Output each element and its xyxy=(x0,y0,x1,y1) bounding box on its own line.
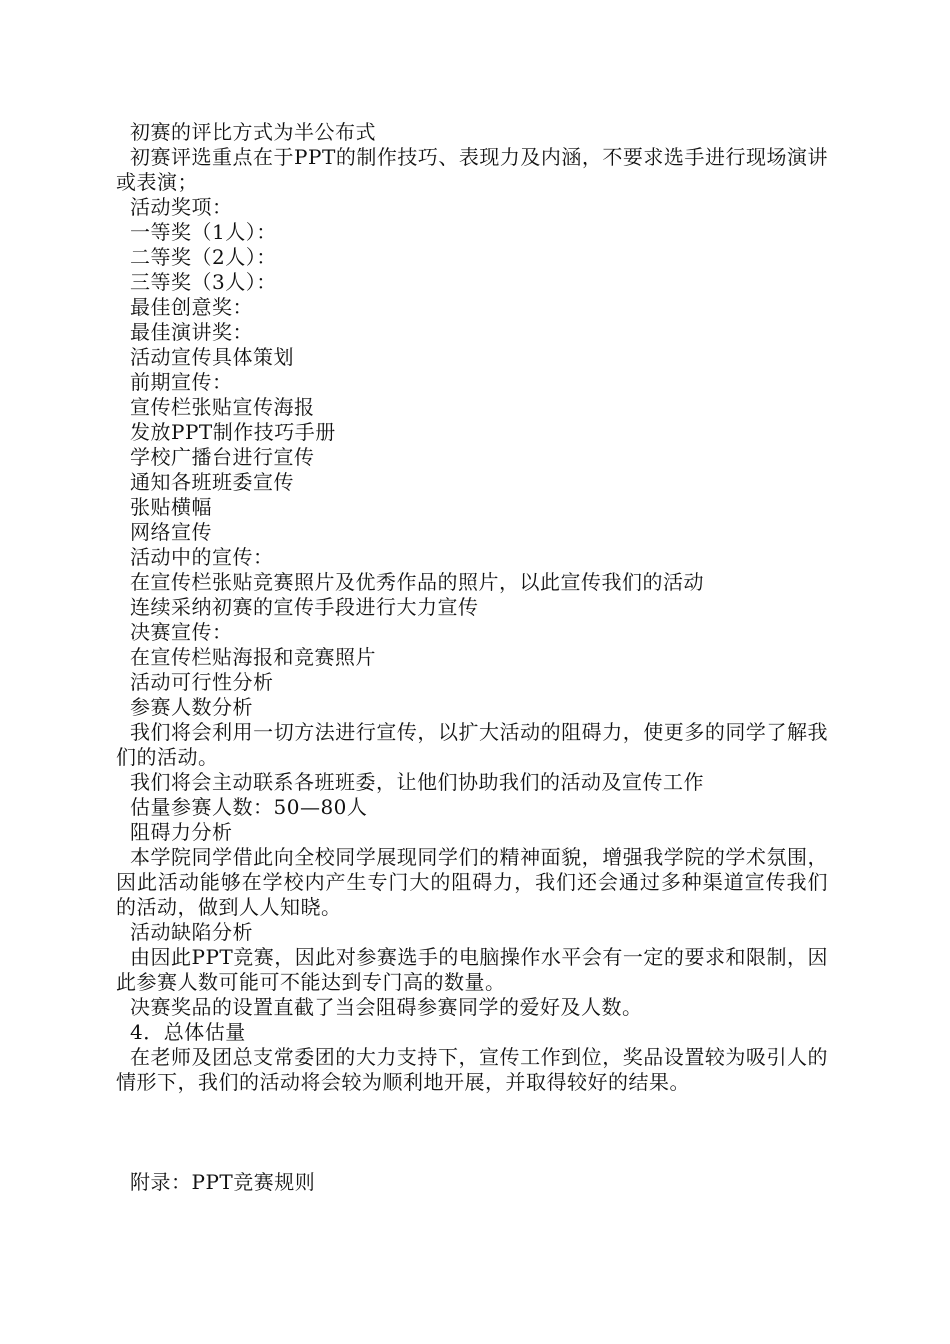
paragraph: 发放PPT制作技巧手册 xyxy=(130,420,336,444)
paragraph: 我们将会利用一切方法进行宣传，以扩大活动的阻碍力，使更多的同学了解我们的活动。 xyxy=(116,720,828,769)
section-heading: 4．总体估量 xyxy=(130,1020,246,1044)
appendix-heading: 附录：PPT竞赛规则 xyxy=(130,1170,316,1194)
paragraph: 阻碍力分析 xyxy=(130,820,233,844)
paragraph: 网络宣传 xyxy=(130,520,212,544)
paragraph: 学校广播台进行宣传 xyxy=(130,445,315,469)
paragraph: 连续采纳初赛的宣传手段进行大力宣传 xyxy=(130,595,479,619)
paragraph: 在老师及团总支常委团的大力支持下，宣传工作到位，奖品设置较为吸引人的情形下，我们的活动将会较为顺利地开展，并取得较好的结果。 xyxy=(116,1045,828,1094)
paragraph: 参赛人数分析 xyxy=(130,695,253,719)
paragraph: 决赛奖品的设置直截了当会阻碍参赛同学的爱好及人数。 xyxy=(130,995,643,1019)
paragraph: 本学院同学借此向全校同学展现同学们的精神面貌，增强我学院的学术氛围，因此活动能够在学校内产生专门大的阻碍力，我们还会通过多种渠道宣传我们的活动，做到人人知晓。 xyxy=(116,845,828,919)
paragraph: 在宣传栏张贴竞赛照片及优秀作品的照片，以此宣传我们的活动 xyxy=(130,570,704,594)
paragraph: 张贴横幅 xyxy=(130,495,212,519)
paragraph: 活动缺陷分析 xyxy=(130,920,253,944)
paragraph: 活动中的宣传： xyxy=(130,545,274,569)
paragraph: 我们将会主动联系各班班委，让他们协助我们的活动及宣传工作 xyxy=(130,770,704,794)
blank-space xyxy=(116,1095,828,1170)
paragraph: 二等奖（2人）： xyxy=(130,245,277,269)
paragraph: 在宣传栏贴海报和竞赛照片 xyxy=(130,645,376,669)
section-heading: 活动宣传具体策划 xyxy=(130,345,294,369)
paragraph: 由因此PPT竞赛，因此对参赛选手的电脑操作水平会有一定的要求和限制，因此参赛人数可能可不能达到专门高的数量。 xyxy=(116,945,828,994)
paragraph: 三等奖（3人）： xyxy=(130,270,277,294)
paragraph: 前期宣传： xyxy=(130,370,233,394)
paragraph: 估量参赛人数：50—80人 xyxy=(130,795,368,819)
paragraph: 决赛宣传： xyxy=(130,620,233,644)
paragraph: 最佳创意奖： xyxy=(130,295,253,319)
paragraph: 最佳演讲奖： xyxy=(130,320,253,344)
paragraph: 通知各班班委宣传 xyxy=(130,470,294,494)
paragraph: 初赛评选重点在于PPT的制作技巧、表现力及内涵，不要求选手进行现场演讲或表演； xyxy=(116,145,828,194)
paragraph: 宣传栏张贴宣传海报 xyxy=(130,395,315,419)
paragraph: 活动奖项： xyxy=(130,195,233,219)
paragraph: 初赛的评比方式为半公布式 xyxy=(130,120,376,144)
document-page xyxy=(116,120,828,1195)
paragraph: 一等奖（1人）： xyxy=(130,220,277,244)
section-heading: 活动可行性分析 xyxy=(130,670,274,694)
